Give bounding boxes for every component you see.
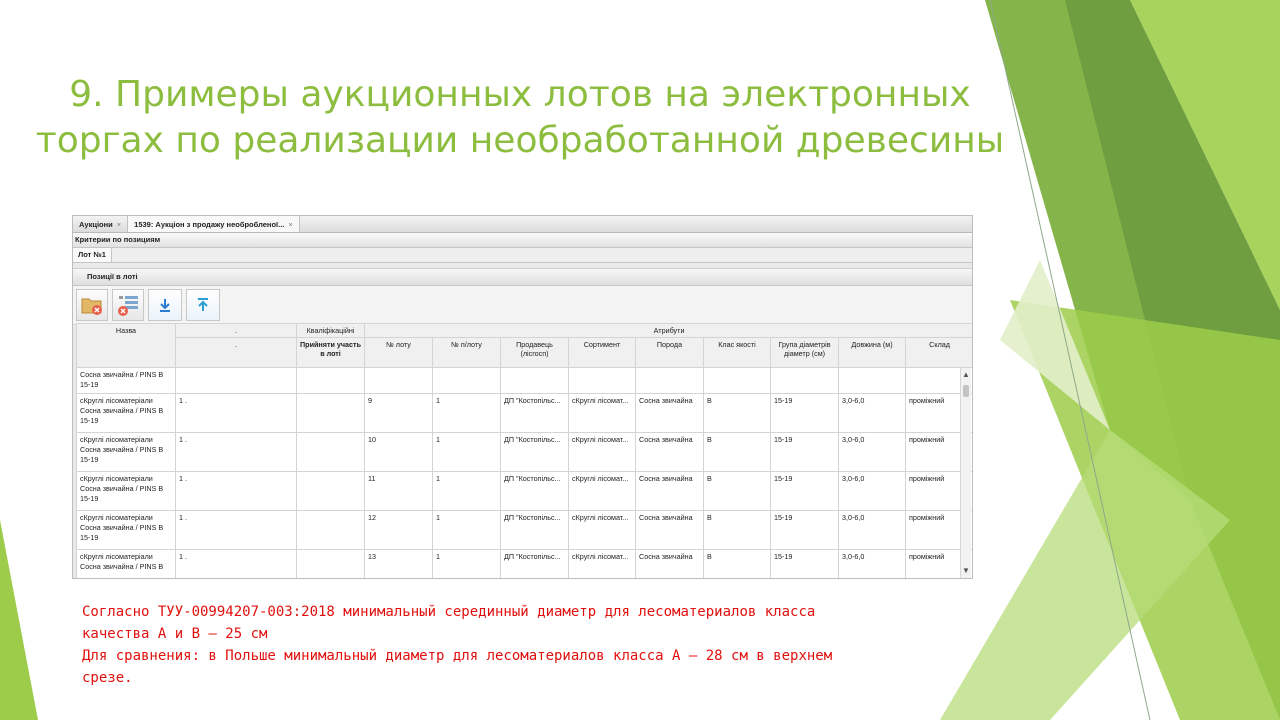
cell-assortment: сКруглі лісомат...	[569, 472, 636, 511]
cell-dot: 1 .	[176, 433, 297, 472]
cell-breed: Сосна звичайна	[636, 472, 704, 511]
toolbar	[73, 286, 972, 325]
table-scrollbar[interactable]	[960, 368, 971, 578]
col-dot-sub-header[interactable]: .	[176, 338, 297, 368]
download-button[interactable]	[148, 289, 182, 321]
note-text	[82, 601, 982, 689]
col-qual-header[interactable]: Кваліфікаційні	[297, 324, 365, 338]
col-length-header[interactable]: Довжина (м)	[839, 338, 906, 368]
col-lot-no-header[interactable]: № лоту	[365, 338, 433, 368]
cell-lot-no: 12	[365, 511, 433, 550]
cell-name: сКруглі лісоматеріали Сосна звичайна / PINS B 15-19	[77, 433, 176, 472]
panel-title: Позиції в лоті	[73, 268, 972, 286]
cell-store: проміжний	[906, 550, 974, 580]
cell-name: сКруглі лісоматеріали Сосна звичайна / PINS B 15-19	[77, 511, 176, 550]
cell-sublot: 1	[433, 394, 501, 433]
cell-length: 3,0-6,0	[839, 550, 906, 580]
cell-store: проміжний	[906, 433, 974, 472]
delete-list-button[interactable]	[112, 289, 144, 321]
title-line-1: 9. Примеры аукционных лотов на электронных	[69, 74, 971, 115]
list-delete-icon	[116, 293, 140, 317]
cell-diameter: 15-19	[771, 472, 839, 511]
cell-diameter: 15-19	[771, 550, 839, 580]
delete-folder-button[interactable]	[76, 289, 108, 321]
cell-name: сКруглі лісоматеріали Сосна звичайна / PINS B 15-19	[77, 394, 176, 433]
col-attrs-header[interactable]: Атрибути	[365, 324, 974, 338]
cell-lot-no: 13	[365, 550, 433, 580]
upload-icon	[196, 297, 210, 313]
cell-dot: 1 .	[176, 511, 297, 550]
header-row-top	[77, 324, 974, 338]
cell-length: 3,0-6,0	[839, 472, 906, 511]
cell-length: 3,0-6,0	[839, 511, 906, 550]
cell-dot: 1 .	[176, 394, 297, 433]
scroll-thumb[interactable]	[963, 385, 969, 397]
table-body	[77, 368, 974, 580]
cell-assortment: сКруглі лісомат...	[569, 550, 636, 580]
col-name-header[interactable]: Назва	[77, 324, 176, 368]
table-row[interactable]	[77, 433, 974, 472]
cell-breed: Сосна звичайна	[636, 394, 704, 433]
cell-quality-class: В	[704, 433, 771, 472]
positions-table	[76, 323, 962, 579]
cell-name: сКруглі лісоматеріали Сосна звичайна / PINS B 15-19	[77, 472, 176, 511]
cell-quality-class: В	[704, 472, 771, 511]
note-line-2: качества А и В – 25 см	[82, 626, 268, 642]
col-quality-class-header[interactable]: Клас якості	[704, 338, 771, 368]
cell-participate	[297, 472, 365, 511]
table-row[interactable]	[77, 511, 974, 550]
cell-store: проміжний	[906, 511, 974, 550]
col-sublot-header[interactable]: № п/лоту	[433, 338, 501, 368]
note-line-1: Согласно ТУУ-00994207-003:2018 минимальный серединный диаметр для лесоматериалов класса	[82, 604, 816, 620]
cell-sublot: 1	[433, 472, 501, 511]
cell-breed: Сосна звичайна	[636, 433, 704, 472]
cell-sublot: 1	[433, 511, 501, 550]
close-icon[interactable]: ×	[288, 219, 293, 229]
cell-seller: ДП "Костопільс...	[501, 394, 569, 433]
cell-quality-class: В	[704, 511, 771, 550]
slide-title	[0, 72, 1040, 164]
cell-seller: ДП "Костопільс...	[501, 433, 569, 472]
section-title: Критерии по позициям	[73, 233, 972, 248]
left-corner-shape	[0, 520, 38, 720]
cell-lot-no: 11	[365, 472, 433, 511]
cell-participate	[297, 433, 365, 472]
cell-dot: 1 .	[176, 472, 297, 511]
download-icon	[158, 297, 172, 313]
tab-auction-1539-label: 1539: Аукціон з продажу необробленої...	[134, 219, 285, 229]
cell-diameter: 15-19	[771, 394, 839, 433]
lot-tabs	[73, 248, 972, 263]
cell-store: проміжний	[906, 472, 974, 511]
cell-assortment: сКруглі лісомат...	[569, 394, 636, 433]
col-diameter-header[interactable]: Група діаметрів діаметр (см)	[771, 338, 839, 368]
col-participate-header[interactable]: Прийняти участь в лоті	[297, 338, 365, 368]
col-dot-header[interactable]: .	[176, 324, 297, 338]
cell-participate	[297, 511, 365, 550]
col-seller-header[interactable]: Продавець (лісгосп)	[501, 338, 569, 368]
table-row[interactable]	[77, 394, 974, 433]
group-row[interactable]	[77, 368, 974, 394]
cell-seller: ДП "Костопільс...	[501, 472, 569, 511]
close-icon[interactable]: ×	[116, 219, 122, 229]
cell-lot-no: 10	[365, 433, 433, 472]
cell-assortment: сКруглі лісомат...	[569, 511, 636, 550]
tab-auctions-label: Аукціони	[79, 219, 113, 229]
cell-seller: ДП "Костопільс...	[501, 550, 569, 580]
tab-auction-1539[interactable]	[128, 216, 300, 232]
cell-breed: Сосна звичайна	[636, 550, 704, 580]
col-breed-header[interactable]: Порода	[636, 338, 704, 368]
cell-lot-no: 9	[365, 394, 433, 433]
cell-quality-class: В	[704, 394, 771, 433]
note-line-4: срезе.	[82, 670, 133, 686]
cell-length: 3,0-6,0	[839, 433, 906, 472]
cell-assortment: сКруглі лісомат...	[569, 433, 636, 472]
col-assortment-header[interactable]: Сортимент	[569, 338, 636, 368]
scroll-up-icon[interactable]: ▲	[962, 370, 970, 379]
cell-quality-class: В	[704, 550, 771, 580]
cell-sublot: 1	[433, 433, 501, 472]
table-row[interactable]	[77, 472, 974, 511]
cell-seller: ДП "Костопільс...	[501, 511, 569, 550]
cell-breed: Сосна звичайна	[636, 511, 704, 550]
title-line-2: торгах по реализации необработанной древесины	[35, 120, 1005, 161]
cell-name: сКруглі лісоматеріали Сосна звичайна / PINS B	[77, 550, 176, 580]
cell-sublot: 1	[433, 550, 501, 580]
header-row-sub	[77, 338, 974, 368]
tab-lot-1[interactable]: Лот №1	[73, 248, 112, 262]
cell-participate	[297, 394, 365, 433]
col-store-header[interactable]: Склад	[906, 338, 974, 368]
note-line-3: Для сравнения: в Польше минимальный диаметр для лесоматериалов класса А – 28 см в верхнем	[82, 648, 833, 664]
cell-diameter: 15-19	[771, 511, 839, 550]
table-row[interactable]	[77, 550, 974, 580]
group-row-label: Сосна звичайна / PINS B 15-19	[77, 368, 176, 394]
cell-length: 3,0-6,0	[839, 394, 906, 433]
cell-diameter: 15-19	[771, 433, 839, 472]
app-tab-bar	[73, 216, 972, 233]
tab-auctions[interactable]	[73, 216, 128, 232]
scroll-down-icon[interactable]: ▼	[962, 566, 970, 575]
upload-button[interactable]	[186, 289, 220, 321]
auction-screenshot	[72, 215, 973, 579]
cell-store: проміжний	[906, 394, 974, 433]
folder-delete-icon	[80, 294, 104, 316]
cell-participate	[297, 550, 365, 580]
cell-dot: 1 .	[176, 550, 297, 580]
